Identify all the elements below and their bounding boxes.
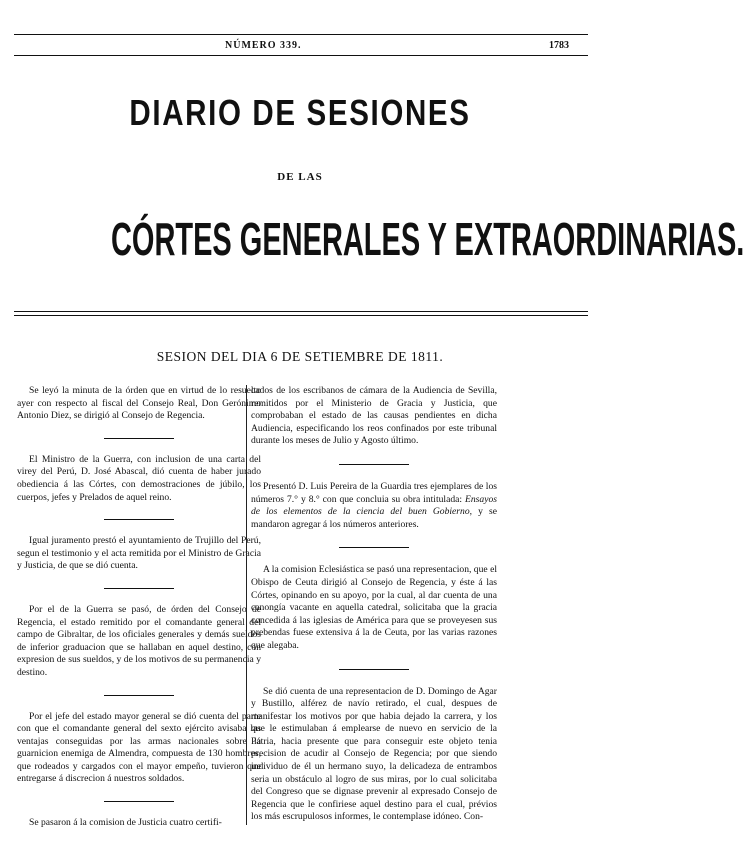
issue-number: NÚMERO 339. <box>225 40 302 51</box>
paragraph-separator <box>104 588 174 589</box>
paragraph: Igual juramento prestó el ayuntamiento de Trujillo del Perú, segun el testimonio y el acta remitida por el Ministro de Gracia y Justicia, de que se dió cuenta. <box>17 535 261 572</box>
paragraph: cados de los escribanos de cámara de la Audiencia de Sevilla, remitidos por el Ministerio de Gracia y Justicia, que comprobaban el estado de las causas pendientes en dicha Audiencia, especificando los reos confinados por este tribunal durante los meses de Julio y Agosto último. <box>251 385 497 447</box>
session-title: SESION DEL DIA 6 DE SETIEMBRE DE 1811. <box>156 349 444 364</box>
paragraph-separator <box>339 464 409 465</box>
paragraph-separator <box>104 801 174 802</box>
right-column <box>251 385 497 824</box>
column-divider <box>246 385 247 825</box>
header-bottom-rule <box>14 55 588 56</box>
paragraph: A la comision Eclesiástica se pasó una representacion, que el Obispo de Ceuta dirigió al Consejo de Regencia, y éste á las Córtes, opinando en su apoyo, por la cual, al dar cuenta de una canongía vacante en aquella catedral, solicitaba que la gracia concedida á las iglesias de América para que se proveyesen sus prebendas fuese extensiva á la de Ceuta, por las varias razones que alegaba. <box>251 564 497 651</box>
masthead-double-rule <box>14 311 588 316</box>
left-column <box>17 385 261 830</box>
paragraph-separator <box>104 438 174 439</box>
paragraph <box>251 481 497 531</box>
header-top-rule <box>14 34 588 35</box>
masthead-subtitle: DE LAS <box>277 171 323 183</box>
paragraph: Se leyó la minuta de la órden que en virtud de lo resuelto ayer con respecto al fiscal del Consejo Real, Don Gerónimo Antonio Diez, se dirigió al Consejo de Regencia. <box>17 385 261 422</box>
paragraph-text: y se mandaron agregar á los números anteriores. <box>251 506 498 530</box>
paragraph: Se pasaron á la comision de Justicia cuatro certifi- <box>29 817 222 829</box>
masthead-body-name: CÓRTES GENERALES Y EXTRAORDINARIAS. <box>111 213 744 265</box>
paragraph-separator <box>104 519 174 520</box>
paragraph: Por el jefe del estado mayor general se dió cuenta del parte con que el comandante general del sexto ejército avisaba las ventajas conseguidas por las armas nacionales sobre la guarnicion enemiga de Almendra, compuesta de 130 hombres, que rodeados y cargados con el mayor empeño, tuvieron que entregarse á discrecion á nuestros soldados. <box>17 710 261 785</box>
paragraph: El Ministro de la Guerra, con inclusion de una carta del virey del Perú, D. José Abascal, dió cuenta de haber jurado obediencia á las Córtes, con demostraciones de júbilo, los cuerpos, jefes y Prelados de aquel reino. <box>17 453 261 503</box>
paragraph: Se dió cuenta de una representacion de D. Domingo de Agar y Bustillo, alférez de navío retirado, el cual, despues de manifestar los motivos por que habia dejado la carrera, y los que le estimulaban á emplearse de nuevo en servicio de la Pátria, hacia presente que para conseguir este objeto tenia precision de acudir al Consejo de Regencia; por que siendo individuo de él un hermano suyo, la delicadeza de entrambos seria un obstáculo al logro de sus miras, por lo cual solicitaba del Congreso que se dignase prevenir al expresado Consejo de Regencia que le confiriese aquel destino para el cual, prévios los más escrupulosos informes, le contemplase idóneo. Con- <box>251 685 497 823</box>
paragraph-separator <box>339 669 409 670</box>
masthead-title: DIARIO DE SESIONES <box>129 92 471 133</box>
book-title: Ensayos de los elementos de la ciencia del buen Gobierno, <box>251 493 497 518</box>
paragraph-separator <box>339 547 409 548</box>
paragraph-text: Presentó D. Luis Pereira de la Guardia tres ejemplares de los números 7.° y 8.° con que concluia su obra intitulada: <box>251 480 497 505</box>
paragraph: Por el de la Guerra se pasó, de órden del Consejo de Regencia, el estado remitido por el comandante general del campo de Gibraltar, de los oficiales generales y demás sueldos de inferior graduacion que se hallaban en aquel destino, con expresion de sus sueldos, y de los motivos de su permanencia y destino. <box>17 603 261 678</box>
page-number: 1783 <box>549 40 569 51</box>
paragraph-separator <box>104 695 174 696</box>
